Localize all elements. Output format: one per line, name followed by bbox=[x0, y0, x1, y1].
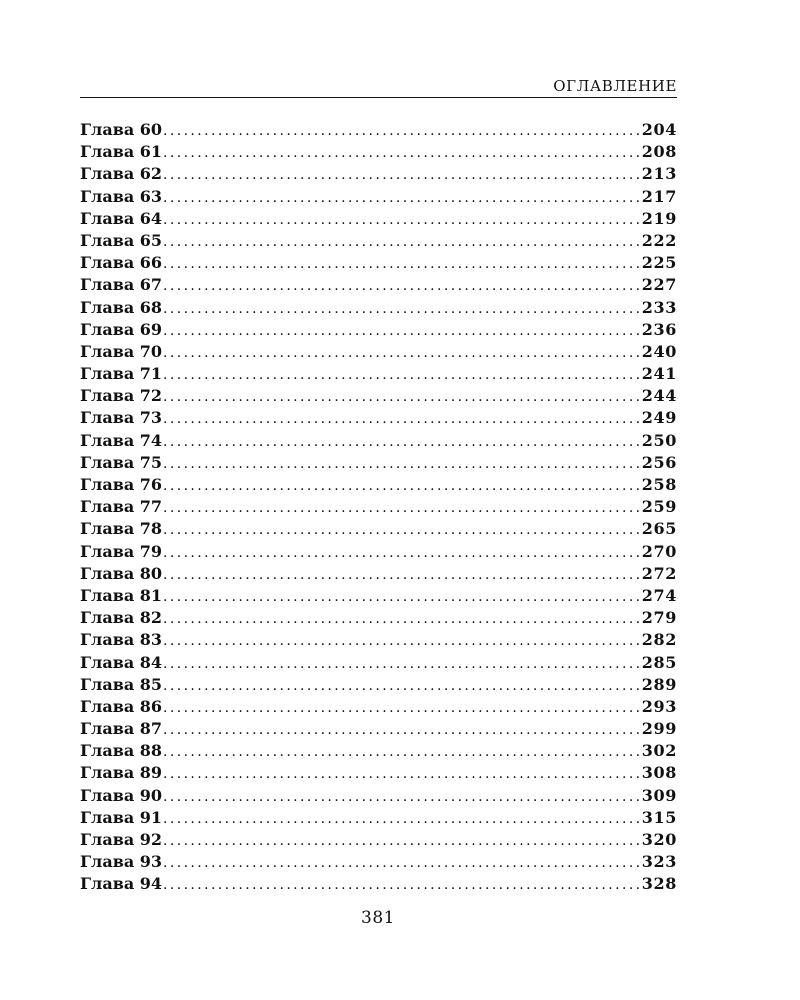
toc-entry bbox=[80, 141, 677, 163]
dot-leader bbox=[163, 852, 639, 874]
toc-entry-label: Глава 76 bbox=[80, 475, 163, 494]
toc-entry-page: 222 bbox=[641, 230, 677, 250]
toc-entry-page: 299 bbox=[641, 719, 677, 739]
toc-entry-page: 204 bbox=[641, 120, 677, 139]
toc-entry-page: 233 bbox=[641, 297, 677, 317]
toc-entry-page: 217 bbox=[641, 186, 677, 206]
toc-entry bbox=[80, 696, 677, 718]
toc-entry-page: 265 bbox=[641, 519, 677, 539]
toc-entry-label: Глава 73 bbox=[80, 408, 163, 428]
toc-entry-page: 244 bbox=[641, 386, 677, 406]
toc-entry-page: 323 bbox=[641, 852, 677, 872]
toc-entry-label: Глава 66 bbox=[80, 253, 163, 273]
toc-entry-page: 279 bbox=[641, 608, 677, 628]
toc-entry-page: 225 bbox=[641, 253, 677, 273]
toc-entry-label: Глава 91 bbox=[80, 807, 163, 827]
toc-entry-label: Глава 92 bbox=[80, 830, 163, 849]
toc-entry bbox=[80, 452, 677, 474]
toc-entry-page: 259 bbox=[641, 497, 677, 517]
toc-entry-label: Глава 89 bbox=[80, 763, 163, 783]
toc-entry bbox=[80, 873, 677, 895]
toc-entry bbox=[80, 585, 677, 607]
dot-leader bbox=[163, 519, 639, 541]
dot-leader bbox=[163, 630, 639, 652]
dot-leader bbox=[163, 120, 639, 142]
toc-entry-label: Глава 93 bbox=[80, 852, 163, 872]
toc-entry bbox=[80, 563, 677, 585]
dot-leader bbox=[163, 786, 639, 808]
dot-leader bbox=[163, 697, 639, 719]
dot-leader bbox=[163, 386, 639, 408]
dot-leader bbox=[163, 719, 639, 741]
toc-entry bbox=[80, 297, 677, 319]
toc-entry-label: Глава 67 bbox=[80, 275, 163, 295]
dot-leader bbox=[163, 253, 639, 275]
dot-leader bbox=[163, 231, 639, 253]
dot-leader bbox=[163, 342, 639, 364]
toc-entry-page: 308 bbox=[641, 763, 677, 783]
toc-entry-label: Глава 79 bbox=[80, 541, 163, 561]
toc-entry-page: 320 bbox=[641, 830, 677, 849]
toc-entry-page: 315 bbox=[641, 807, 677, 827]
toc-entry bbox=[80, 807, 677, 829]
running-head: ОГЛАВЛЕНИЕ bbox=[553, 77, 677, 95]
toc-entry-label: Глава 78 bbox=[80, 519, 163, 539]
toc-entry bbox=[80, 119, 677, 141]
toc-entry-page: 256 bbox=[641, 452, 677, 472]
dot-leader bbox=[163, 164, 639, 186]
toc-entry-label: Глава 94 bbox=[80, 874, 163, 894]
toc-entry-label: Глава 68 bbox=[80, 297, 163, 317]
toc-entry-page: 236 bbox=[641, 319, 677, 339]
dot-leader bbox=[163, 830, 639, 852]
toc-entry-page: 289 bbox=[641, 674, 677, 694]
toc-entry-label: Глава 77 bbox=[80, 497, 163, 517]
dot-leader bbox=[163, 542, 639, 564]
toc-entry-page: 249 bbox=[641, 408, 677, 428]
dot-leader bbox=[163, 453, 639, 475]
toc-entry-label: Глава 75 bbox=[80, 452, 163, 472]
dot-leader bbox=[163, 586, 639, 608]
toc-entry-label: Глава 72 bbox=[80, 386, 163, 406]
toc-entry-label: Глава 85 bbox=[80, 674, 163, 694]
dot-leader bbox=[163, 142, 639, 164]
dot-leader bbox=[163, 320, 639, 342]
toc-entry bbox=[80, 674, 677, 696]
dot-leader bbox=[163, 741, 639, 763]
toc-entry-label: Глава 60 bbox=[80, 120, 163, 139]
toc-entry bbox=[80, 652, 677, 674]
dot-leader bbox=[163, 763, 639, 785]
toc-entry bbox=[80, 829, 677, 851]
toc-entry bbox=[80, 163, 677, 185]
toc-entry-page: 213 bbox=[641, 164, 677, 184]
dot-leader bbox=[163, 497, 639, 519]
dot-leader bbox=[163, 187, 639, 209]
toc-entry-page: 285 bbox=[641, 652, 677, 672]
toc-entry-label: Глава 65 bbox=[80, 230, 163, 250]
toc-entry bbox=[80, 785, 677, 807]
toc-entry-page: 258 bbox=[641, 475, 677, 494]
toc-entry-page: 272 bbox=[641, 563, 677, 583]
toc-entry bbox=[80, 629, 677, 651]
dot-leader bbox=[163, 653, 639, 675]
toc-entry bbox=[80, 496, 677, 518]
toc-entry-label: Глава 62 bbox=[80, 164, 163, 184]
toc-entry-page: 270 bbox=[641, 541, 677, 561]
toc-entry bbox=[80, 341, 677, 363]
toc-entry bbox=[80, 541, 677, 563]
toc-entry-label: Глава 86 bbox=[80, 696, 163, 716]
dot-leader bbox=[163, 275, 639, 297]
toc-entry bbox=[80, 186, 677, 208]
dot-leader bbox=[163, 608, 639, 630]
toc-entry-label: Глава 87 bbox=[80, 719, 163, 739]
dot-leader bbox=[163, 364, 639, 386]
toc-entry bbox=[80, 474, 677, 496]
toc-entry-label: Глава 80 bbox=[80, 563, 163, 583]
header-rule bbox=[80, 97, 677, 98]
toc-entry-label: Глава 61 bbox=[80, 142, 163, 162]
toc-entry bbox=[80, 518, 677, 540]
toc-entry bbox=[80, 319, 677, 341]
dot-leader bbox=[163, 808, 639, 830]
toc-entry-page: 302 bbox=[641, 741, 677, 761]
toc-entry-label: Глава 71 bbox=[80, 364, 163, 384]
toc-entry-label: Глава 69 bbox=[80, 319, 163, 339]
toc-entry bbox=[80, 363, 677, 385]
dot-leader bbox=[163, 298, 639, 320]
toc-entry-label: Глава 81 bbox=[80, 585, 163, 605]
toc-entry-page: 241 bbox=[641, 364, 677, 384]
dot-leader bbox=[163, 408, 639, 430]
toc-entry-label: Глава 63 bbox=[80, 186, 163, 206]
toc-entry-label: Глава 84 bbox=[80, 652, 163, 672]
toc-entry-label: Глава 64 bbox=[80, 208, 163, 228]
toc-entry-page: 219 bbox=[641, 208, 677, 228]
toc-entry bbox=[80, 607, 677, 629]
toc-entry bbox=[80, 430, 677, 452]
toc-entry-page: 227 bbox=[641, 275, 677, 295]
toc-entry bbox=[80, 407, 677, 429]
toc-entry bbox=[80, 740, 677, 762]
toc-entry-page: 282 bbox=[641, 630, 677, 650]
toc-entry-page: 208 bbox=[641, 142, 677, 162]
dot-leader bbox=[163, 475, 639, 497]
table-of-contents bbox=[80, 119, 677, 896]
toc-entry bbox=[80, 230, 677, 252]
dot-leader bbox=[163, 564, 639, 586]
toc-entry bbox=[80, 718, 677, 740]
dot-leader bbox=[163, 675, 639, 697]
dot-leader bbox=[163, 431, 639, 453]
toc-entry-page: 240 bbox=[641, 341, 677, 361]
toc-entry-page: 293 bbox=[641, 696, 677, 716]
toc-entry bbox=[80, 208, 677, 230]
toc-entry-page: 274 bbox=[641, 585, 677, 605]
dot-leader bbox=[163, 209, 639, 231]
toc-entry bbox=[80, 274, 677, 296]
toc-entry-page: 309 bbox=[641, 785, 677, 805]
toc-entry-label: Глава 83 bbox=[80, 630, 163, 650]
toc-entry-label: Глава 90 bbox=[80, 785, 163, 805]
toc-entry-label: Глава 82 bbox=[80, 608, 163, 628]
toc-entry bbox=[80, 385, 677, 407]
toc-entry-page: 328 bbox=[641, 874, 677, 894]
dot-leader bbox=[163, 874, 639, 896]
toc-entry-label: Глава 70 bbox=[80, 341, 163, 361]
toc-entry bbox=[80, 851, 677, 873]
toc-entry-label: Глава 74 bbox=[80, 430, 163, 450]
toc-entry-label: Глава 88 bbox=[80, 741, 163, 761]
toc-entry bbox=[80, 252, 677, 274]
toc-entry-page: 250 bbox=[641, 430, 677, 450]
toc-entry bbox=[80, 762, 677, 784]
page-number: 381 bbox=[361, 908, 395, 928]
